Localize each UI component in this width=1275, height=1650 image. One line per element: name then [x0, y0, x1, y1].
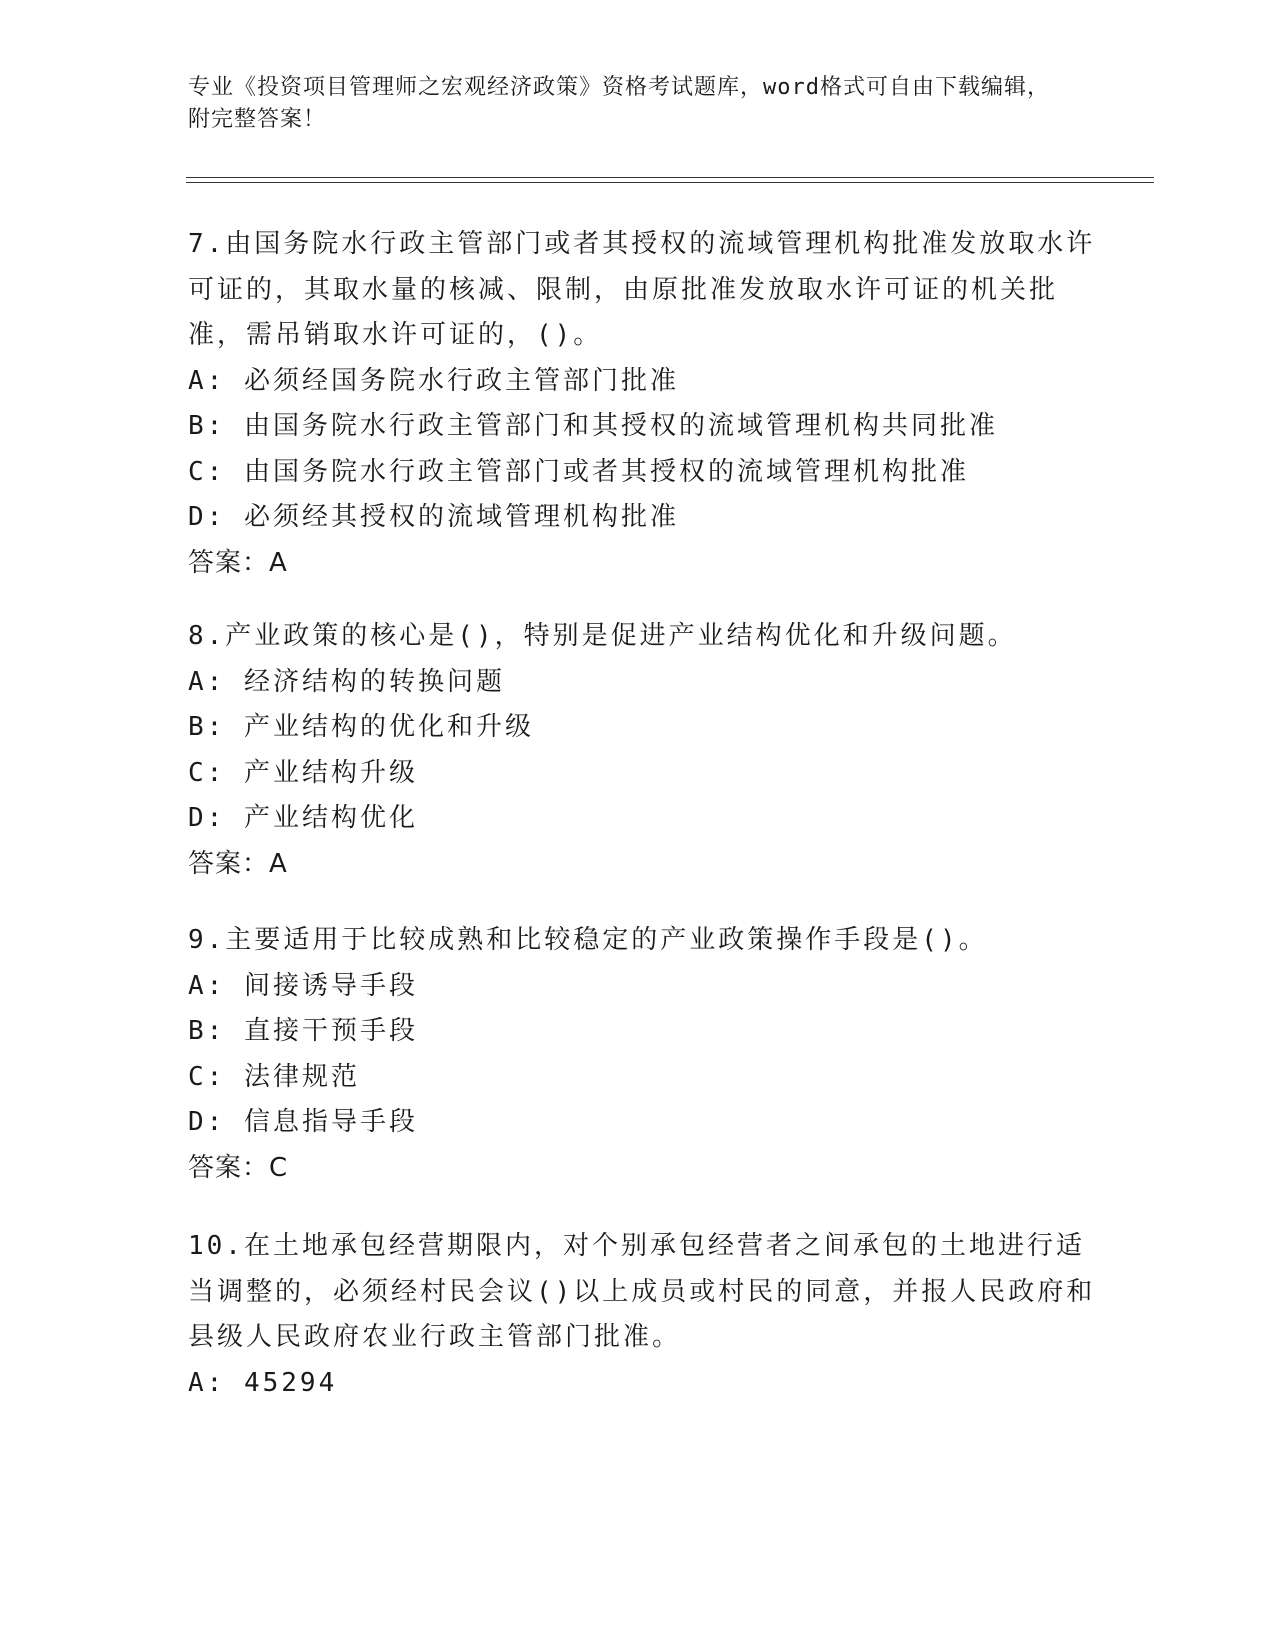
option-a: A: 45294: [188, 1367, 338, 1398]
header-divider-top: [186, 177, 1154, 178]
question-text: 10.在土地承包经营期限内，对个别承包经营者之间承包的土地进行适当调整的，必须经村民会议()以上成员或村民的同意，并报人民政府和县级人民政府农业行政主管部门批准。: [188, 1231, 1096, 1352]
option-d: D: 必须经其授权的流域管理机构批准: [188, 502, 679, 532]
question-text: 9.主要适用于比较成熟和比较稳定的产业政策操作手段是()。: [188, 925, 988, 955]
answer-label: 答案：A: [188, 547, 288, 578]
question-text: 7.由国务院水行政主管部门或者其授权的流域管理机构批准发放取水许可证的，其取水量的核减、限制，由原批准发放取水许可证的机关批准，需吊销取水许可证的，()。: [188, 229, 1096, 350]
question-7: [188, 222, 1098, 586]
option-d: D: 产业结构优化: [188, 803, 418, 833]
question-9: [188, 918, 1098, 1191]
option-a: A: 间接诱导手段: [188, 970, 418, 1001]
option-c: C: 法律规范: [188, 1061, 360, 1092]
option-c: C: 产业结构升级: [188, 757, 418, 788]
option-a: A: 经济结构的转换问题: [188, 666, 505, 697]
option-b: B: 产业结构的优化和升级: [188, 712, 534, 742]
question-8: [188, 614, 1098, 887]
answer-label: 答案：C: [188, 1152, 289, 1183]
option-a: A: 必须经国务院水行政主管部门批准: [188, 365, 679, 396]
answer-label: 答案：A: [188, 848, 288, 879]
document-header: 专业《投资项目管理师之宏观经济政策》资格考试题库，word格式可自由下载编辑，附完整答案！: [188, 75, 1050, 132]
option-c: C: 由国务院水行政主管部门或者其授权的流域管理机构批准: [188, 456, 969, 487]
option-b: B: 直接干预手段: [188, 1016, 418, 1046]
question-text: 8.产业政策的核心是()，特别是促进产业结构优化和升级问题。: [188, 621, 1017, 651]
option-d: D: 信息指导手段: [188, 1107, 418, 1137]
option-b: B: 由国务院水行政主管部门和其授权的流域管理机构共同批准: [188, 411, 998, 441]
header-divider-bottom: [186, 182, 1154, 183]
question-10: [188, 1224, 1098, 1406]
